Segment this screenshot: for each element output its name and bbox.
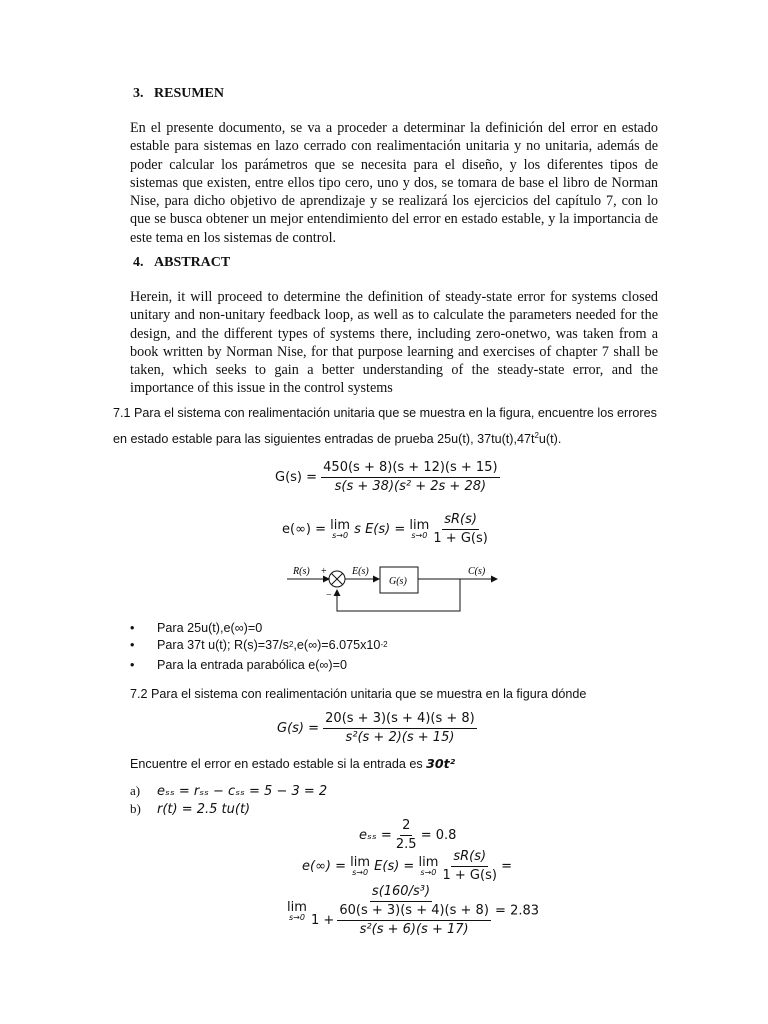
equation-error-7-1: e(∞) = lim s→0 s E(s) = lim s→0 $\frac{sR(s)}{1 + G(s)}$: [282, 512, 488, 546]
error-label: E(s): [352, 566, 369, 577]
section-title: ABSTRACT: [154, 255, 231, 270]
minus-sign: −: [326, 590, 332, 601]
equation-error-7-2: e(∞) = lim s→0 E(s) = lim s→0 $\frac{sR(s)}{1 + G(s)}$ =: [302, 849, 512, 883]
list-item: • Para la entrada parabólica e(∞)=0: [130, 657, 347, 672]
problem-7-1-line-1: 7.1 Para el sistema con realimentación unitaria que se muestra en la figura, encuentre los errores: [113, 406, 657, 420]
fraction: $\frac{2}{2.5}$: [395, 818, 417, 852]
problem-7-1-line-2: en estado estable para las siguientes entradas de prueba 25u(t), $37tu(t),47t^2u(t)$.: [113, 430, 562, 446]
feedback-block-diagram: [285, 560, 500, 618]
output-label: C(s): [468, 566, 486, 577]
section-heading-abstract: [133, 255, 230, 271]
problem-7-2-question: Encuentre el error en estado estable si la entrada es 30t²: [130, 756, 456, 771]
plus-sign: +: [321, 566, 327, 577]
problem-7-2-intro: 7.2 Para el sistema con realimentación unitaria que se muestra en la figura dónde: [130, 687, 587, 701]
equation-ess: eₛₛ = $\frac{2}{2.5}$ = 0.8: [359, 818, 457, 852]
fraction: $\frac{sR(s)}{1 + G(s)}$: [433, 512, 488, 546]
problem-7-1-text: [113, 400, 673, 452]
list-item: • Para 37t u(t); R(s)=37/s 2 ,e(∞)=6.075x10 -2: [130, 637, 388, 652]
equation-g-7-2: G(s) = $\frac{20(s + 3)(s + 4)(s + 8)}{\text{s²(s + 2)(s + 15)}}$: [277, 711, 475, 745]
fraction: $\frac{sR(s)}{1 + G(s)}$: [442, 849, 497, 883]
fraction: $\frac{450(s + 8)(s + 12)(s + 15)}{\text{s(s + 38)(s² + 2s + 28)}}$: [323, 460, 498, 494]
plant-label: G(s): [389, 576, 407, 587]
part-a: a) eₛₛ = rₛₛ − cₛₛ = 5 − 3 = 2: [130, 783, 328, 799]
equation-limit-result: lim s→0 s(160/s³) 1 + $\frac{60(s + 3)(s + 4)(s + 8)}{\text{s²(s + 6)(s + 17)}}$ = 2.83: [287, 884, 540, 937]
list-item: • Para 25u(t),e(∞)=0: [130, 620, 263, 635]
section-number: 3.: [133, 86, 144, 101]
section-number: 4.: [133, 255, 144, 270]
fraction: $\frac{20(s + 3)(s + 4)(s + 8)}{\text{s²(s + 2)(s + 15)}}$: [325, 711, 475, 745]
results-list-7-1: [130, 619, 388, 673]
abstract-paragraph: Herein, it will proceed to determine the definition of steady-state error for systems closed unitary and non-unitary feedback loop, as well as to calculate the parameters needed for the design, and the different types of systems there, including zero-onetwo, was taken from a book written by Norman Nise, for that purpose learning and exercises of chapter 7 shall be taken, which seeks to gain a better understanding of the steady-state error, and the importance of this issue in the control systems: [130, 289, 658, 397]
resumen-paragraph: En el presente documento, se va a proceder a determinar la definición del error en estado estable para sistemas en lazo cerrado con realimentación unitaria y no unitaria, además de poder calcular los parámetros que se necesita para el diseño, y los diferentes tipos de sistemas que existen, entre ellos tipo cero, uno y dos, se tomara de base el libro de Norman Nise, para dicho objetivo de aprendizaje y se realizará los ejercicios del capítulo 7, con lo que se busca obtener un mejor entendimiento del error en estado estable, y la importancia de este tema en los sistemas de control.: [130, 120, 658, 246]
fraction: s(160/s³) 1 + $\frac{60(s + 3)(s + 4)(s + 8)}{\text{s²(s + 6)(s + 17)}}$: [311, 884, 489, 937]
section-heading-resumen: [133, 86, 224, 102]
input-label: R(s): [293, 566, 310, 577]
section-title: RESUMEN: [154, 86, 225, 101]
part-b: b) r(t) = 2.5 tu(t): [130, 801, 251, 817]
equation-g-7-1: G(s) = $\frac{450(s + 8)(s + 12)(s + 15)}{\text{s(s + 38)(s² + 2s + 28)}}$: [275, 460, 498, 494]
